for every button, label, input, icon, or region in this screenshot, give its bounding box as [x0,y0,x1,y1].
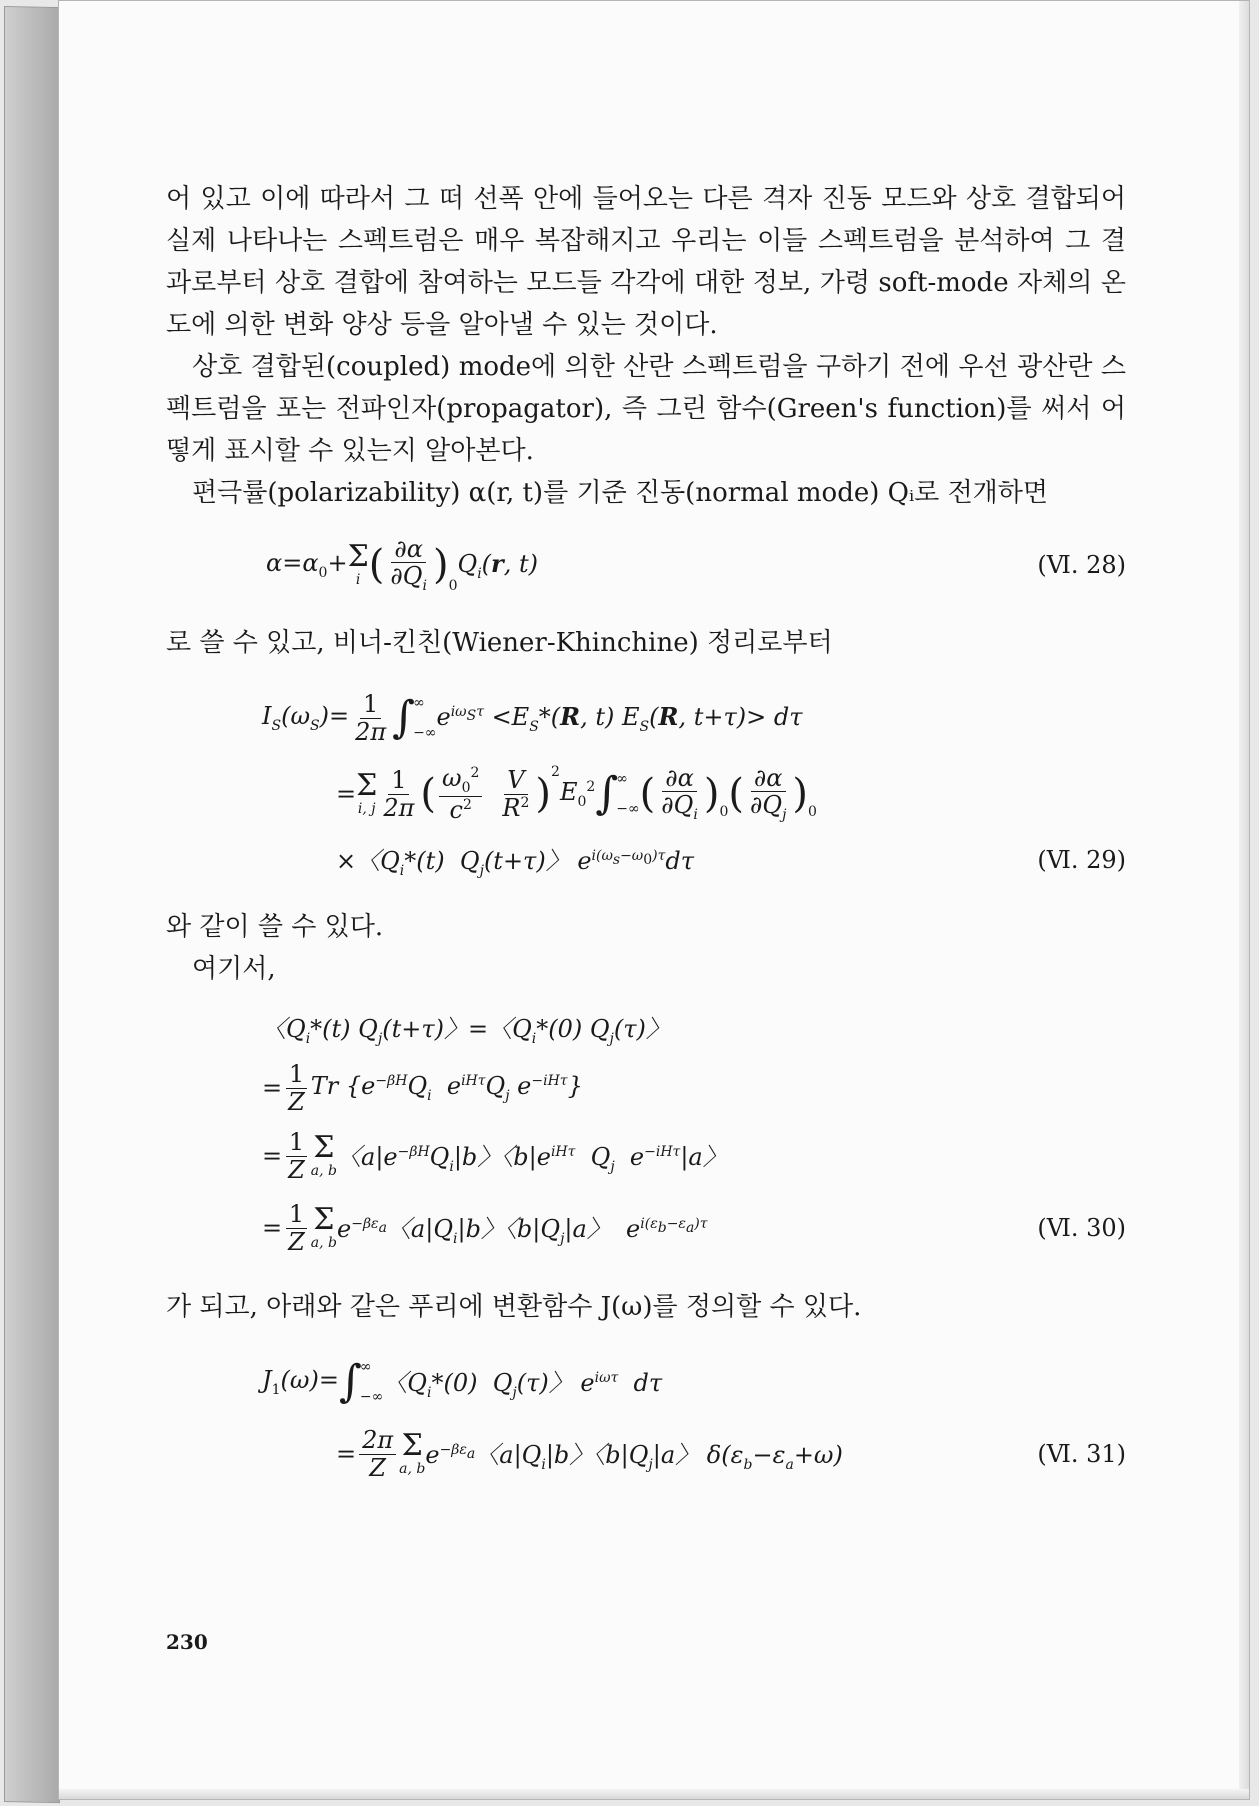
paragraph-4: 로 쓸 수 있고, 비너-킨친(Wiener-Khinchine) 정리로부터 [166,628,833,658]
equation-vi-30: 〈$Q_i*(t)$ $Q_j(t+\tau)$〉=〈$Q_i*(0)$ $Q_j(\tau)$〉 = $\frac{1}{Z}$ Tr {$e^{-\beta H}Q_i$ $e^{iH\tau}Q_j$ $e^{-iH\tau}$} = $\frac{1}{Z}$ Σ a, b 〈$a|e^{-\beta H}Q_i|b$〉〈$b|e^{iH\tau}$ $Q_j$ $e^{-iH\tau}|a$〉 = $\frac{1}{Z}$ Σ a, b $e^{-\beta\varepsilon_a}$〈$a|Q_i|b$〉〈$b|Q_j|a$〉 $e^{i(\varepsilon_b-\varepsilon_a)\tau}$ (Ⅵ. 30) [262,1015,1126,1256]
paragraph-2: 상호 결합된(coupled) mode에 의한 산란 스펙트럼을 구하기 전에 우선 광산란 스펙트럼을 포는 전파인자(propagator), 즉 그린 함수(Green's function)를 써서 어떻게 표시할 수 있는지 알아본다. [166,352,1126,466]
equation-number-28: (Ⅵ. 28) [1037,551,1126,579]
paragraph-1: 어 있고 이에 따라서 그 떠 선폭 안에 들어오는 다른 격자 진동 모드와 상호 결합되어 실제 나타나는 스펙트럼은 매우 복잡해지고 우리는 이들 스펙트럼을 분석하여 그 결과로부터 상호 결합에 참여하는 모드들 각각에 대한 정보, 가령 soft-mode 자체의 온도에 의한 변화 양상 등을 알아낼 수 있는 것이다. [166,184,1126,340]
equation-vi-29: $I_S(\omega_S)=$ $\frac{1}{2\pi}$ ∫ ∞ −∞ $e^{i\omega_S\tau} <E_S*(R$, t) $E_S(R$, t+τ)> dτ = Σ i, j $\frac{1}{2\pi}$ ( $\frac{\omega_0^2}{c^2}$ $\frac{V}{R^2}$ ) $^2$ $E_0^2$ ∫ ∞ −∞ ( $\frac{\partial\alpha}{\partial Q_i}$ ) $_0$ ( $\frac{\partial\alpha}{\partial Q_j}$ ) $_0$ ×〈$Q_i*(t)$ $Q_j(t+\tau)$〉 $e^{i(\omega_s-\omega_0)\tau}d\tau$ (Ⅵ. 29) [262,690,1126,879]
page-edge-right [1239,1,1249,1799]
paragraph-7: 가 되고, 아래와 같은 푸리에 변환함수 J(ω)를 정의할 수 있다. [166,1292,862,1322]
equation-number-29: (Ⅵ. 29) [1037,846,1126,874]
page-edge-bottom [59,1789,1249,1799]
equation-number-30: (Ⅵ. 30) [1037,1214,1126,1242]
paragraph-6: 여기서, [192,954,276,984]
equation-vi-31: $J_1(\omega)=$ ∫ ∞ −∞ 〈$Q_i*(0)$ $Q_j(\tau)$〉 $e^{i\omega\tau}$ dτ = $\frac{2\pi}{Z}$ Σ a, b $e^{-\beta\varepsilon_a}$〈$a|Q_i|b$〉〈$b|Q_j|a$〉 $\delta(\varepsilon_b-\varepsilon_a+\omega)$ (Ⅵ. 31) [262,1356,1126,1482]
page-content [166,178,1126,1490]
page-number: 230 [166,1630,208,1654]
book-spine [4,6,60,1803]
equation-number-31: (Ⅵ. 31) [1037,1440,1126,1468]
equation-vi-28: $\alpha=\alpha_0+$ Σ i ( $\frac{\partial\alpha}{\partial Q_i}$ ) $_0$ $Q_i(r$, t) (Ⅵ. 28) [266,534,1126,594]
paragraph-3: 편극률(polarizability) α(r, t)를 기준 진동(normal mode) Qᵢ로 전개하면 [192,478,1049,508]
paragraph-5: 와 같이 쓸 수 있다. [166,912,384,942]
